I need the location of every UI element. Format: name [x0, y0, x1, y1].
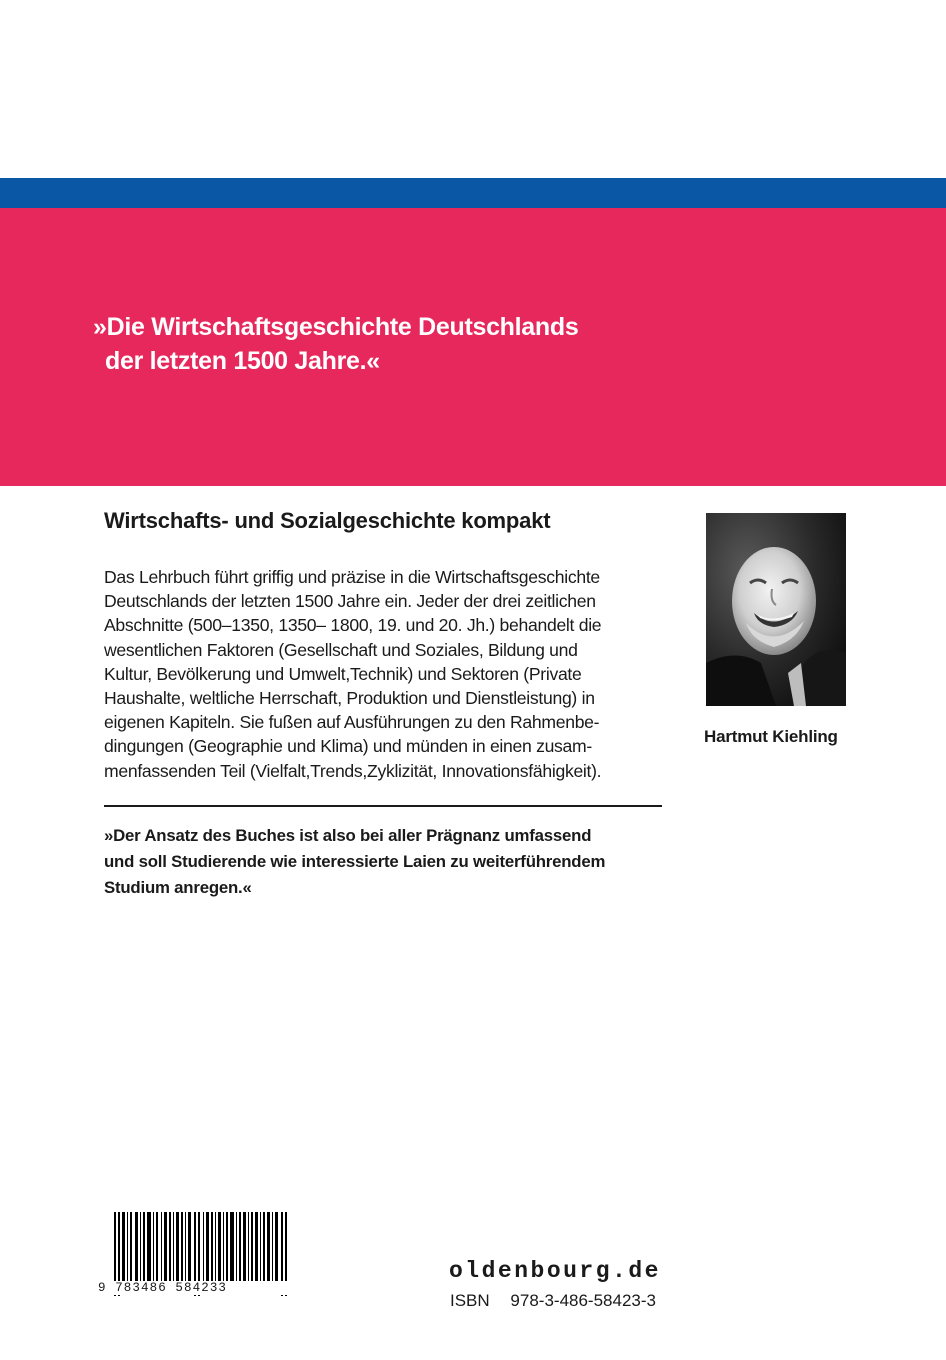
author-photo	[706, 513, 846, 706]
author-name: Hartmut Kiehling	[704, 727, 838, 746]
description-line: eigenen Kapiteln. Sie fußen auf Ausführungen zu den Rahmenbe-	[104, 712, 600, 733]
barcode-digits: 9 783486 584233	[98, 1281, 293, 1295]
isbn-label: ISBN	[450, 1291, 490, 1310]
description-line: wesentlichen Faktoren (Gesellschaft und Soziales, Bildung und	[104, 639, 578, 660]
section-heading: Wirtschafts- und Sozialgeschichte kompakt	[104, 508, 551, 533]
isbn	[450, 1291, 656, 1311]
publisher-url: oldenbourg.de	[449, 1258, 661, 1284]
description-line: dingungen (Geographie und Klima) und münden in einen zusam-	[104, 736, 592, 757]
description-line: menfassenden Teil (Vielfalt,Trends,Zyklizität, Innovationsfähigkeit).	[104, 760, 602, 781]
blue-band	[0, 178, 946, 208]
tagline	[93, 310, 578, 378]
quote-line: »Der Ansatz des Buches ist also bei aller Prägnanz umfassend	[104, 826, 592, 845]
description-line: Haushalte, weltliche Herrschaft, Produktion und Dienstleistung) in	[104, 688, 595, 709]
tagline-line-1: »Die Wirtschaftsgeschichte Deutschlands	[93, 313, 579, 341]
description-line: Abschnitte (500–1350, 1350– 1800, 19. und 20. Jh.) behandelt die	[104, 615, 602, 636]
quote-line: und soll Studierende wie interessierte Laien zu weiterführendem	[104, 852, 606, 871]
divider	[104, 805, 662, 807]
review-quote	[104, 823, 605, 901]
description-line: Kultur, Bevölkerung und Umwelt,Technik) und Sektoren (Private	[104, 663, 582, 684]
tagline-line-2: der letzten 1500 Jahre.«	[105, 347, 380, 375]
description	[104, 565, 674, 783]
description-line: Das Lehrbuch führt griffig und präzise in die Wirtschaftsgeschichte	[104, 567, 600, 587]
description-line: Deutschlands der letzten 1500 Jahre ein. Jeder der drei zeitlichen	[104, 591, 596, 612]
quote-line: Studium anregen.«	[104, 878, 252, 897]
isbn-number: 978-3-486-58423-3	[510, 1291, 656, 1310]
